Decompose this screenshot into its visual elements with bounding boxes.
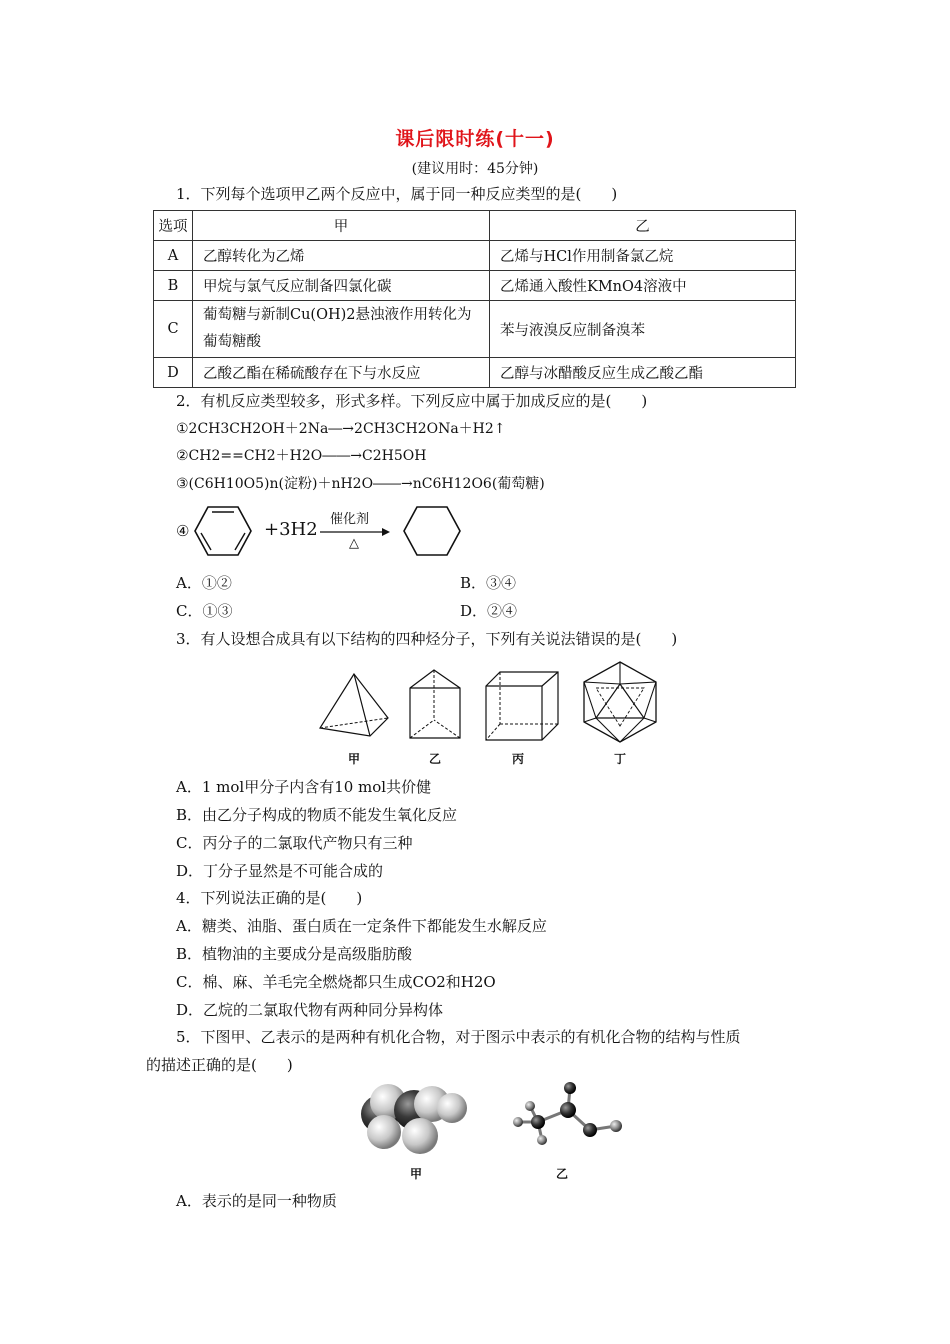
q1-table [153, 210, 796, 388]
q3-stem: 3．有人设想合成具有以下结构的四种烃分子，下列有关说法错误的是( ) [176, 630, 678, 648]
table-cell: 乙烯通入酸性KMnO4溶液中 [490, 271, 796, 301]
q2-heat-label: △ [349, 536, 359, 551]
table-cell: 甲烷与氯气反应制备四氯化碳 [193, 271, 490, 301]
table-row [154, 271, 796, 301]
q4-option-d: D．乙烷的二氯取代物有两种同分异构体 [176, 1001, 444, 1019]
page-title: 课后限时练(十一) [395, 128, 555, 150]
q3-option-a: A．1 mol甲分子内含有10 mol共价健 [176, 778, 432, 796]
table-cell: 乙醇与冰醋酸反应生成乙酸乙酯 [490, 358, 796, 388]
q3-option-b: B．由乙分子构成的物质不能发生氧化反应 [176, 806, 458, 824]
q2-option-b: B．③④ [460, 574, 517, 592]
q2-reagent: +3H2 [264, 519, 318, 540]
table-row [154, 211, 796, 241]
q4-option-a: A．糖类、油脂、蛋白质在一定条件下都能发生水解反应 [176, 917, 547, 935]
table-cell: C [154, 301, 193, 358]
q2-reaction-4-number: ④ [176, 522, 190, 540]
table-cell: 葡萄糖与新制Cu(OH)2悬浊液作用转化为葡萄糖酸 [193, 301, 490, 358]
table-cell: 乙醇转化为乙烯 [193, 241, 490, 271]
q3-option-c: C．丙分子的二氯取代产物只有三种 [176, 834, 413, 852]
table-header: 选项 [154, 211, 193, 241]
q1-stem: 1．下列每个选项甲乙两个反应中，属于同一种反应类型的是( ) [176, 185, 618, 203]
q5-stem-line-1: 5．下图甲、乙表示的是两种有机化合物，对于图示中表示的有机化合物的结构与性质 [176, 1028, 741, 1046]
table-row [154, 241, 796, 271]
table-cell: D [154, 358, 193, 388]
cube-icon [484, 670, 560, 742]
table-row [154, 301, 796, 358]
q2-option-c: C．①③ [176, 602, 233, 620]
q5-caption-yi: 乙 [556, 1167, 569, 1181]
q3-option-d: D．丁分子显然是不可能合成的 [176, 862, 384, 880]
q3-caption-ding: 丁 [614, 752, 627, 766]
q2-option-d: D．②④ [460, 602, 518, 620]
q2-option-a: A．①② [176, 574, 232, 592]
q4-option-b: B．植物油的主要成分是高级脂肪酸 [176, 945, 413, 963]
space-filling-model-icon [356, 1078, 476, 1158]
cyclohexane-ring-icon [402, 503, 462, 559]
page-subtitle: (建议用时：45分钟) [411, 161, 539, 177]
table-header: 乙 [490, 211, 796, 241]
q5-option-a: A．表示的是同一种物质 [176, 1192, 337, 1210]
q5-stem-line-2: 的描述正确的是( ) [146, 1056, 293, 1074]
q2-reaction-3: ③(C6H10O5)n(淀粉)＋nH2O――→nC6H12O6(葡萄糖) [176, 476, 545, 492]
q2-reaction-1: ①2CH3CH2OH＋2Na―→2CH3CH2ONa＋H2↑ [176, 421, 506, 437]
tetrahedron-icon [318, 672, 390, 740]
q4-option-c: C．棉、麻、羊毛完全燃烧都只生成CO2和H2O [176, 973, 496, 991]
benzene-ring-icon [193, 503, 253, 559]
q2-reaction-2: ②CH2==CH2＋H2O――→C2H5OH [176, 448, 427, 464]
table-cell: 乙酸乙酯在稀硫酸存在下与水反应 [193, 358, 490, 388]
q4-stem: 4．下列说法正确的是( ) [176, 889, 363, 907]
q2-catalyst-label: 催化剂 [330, 512, 370, 527]
table-cell: A [154, 241, 193, 271]
table-cell: 乙烯与HCl作用制备氯乙烷 [490, 241, 796, 271]
table-cell: 苯与液溴反应制备溴苯 [490, 301, 796, 358]
q5-caption-jia: 甲 [410, 1167, 423, 1181]
table-header: 甲 [193, 211, 490, 241]
triangular-prism-icon [406, 666, 464, 742]
q3-caption-yi: 乙 [429, 752, 442, 766]
icosahedron-icon [580, 660, 660, 744]
table-row [154, 358, 796, 388]
q2-stem: 2．有机反应类型较多，形式多样。下列反应中属于加成反应的是( ) [176, 392, 648, 410]
q3-caption-bing: 丙 [512, 752, 525, 766]
table-cell: B [154, 271, 193, 301]
ball-and-stick-model-icon [508, 1080, 628, 1154]
q3-caption-jia: 甲 [348, 752, 361, 766]
